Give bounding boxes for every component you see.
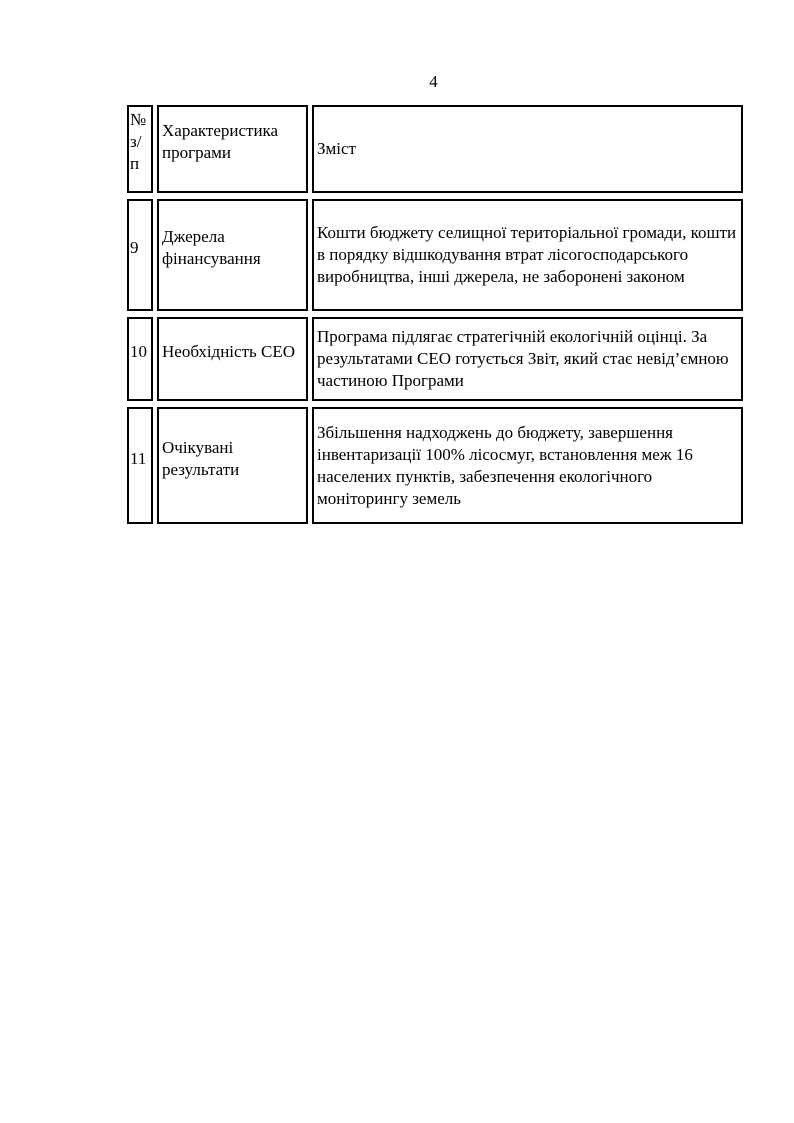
- header-row: [127, 105, 743, 193]
- header-cell-content: Зміст: [312, 105, 743, 193]
- content-cell: Кошти бюджету селищної територіальної громади, кошти в порядку відшкодування втрат лісогосподарського виробництва, інші джерела, не заборонені законом: [312, 199, 743, 311]
- content-cell: Програма підлягає стратегічній екологічній оцінці. За результатами СЕО готується Звіт, який стає невід’ємною частиною Програми: [312, 317, 743, 401]
- characteristic-cell: Джерела фінансування: [157, 199, 308, 311]
- characteristic-cell: Очікувані результати: [157, 407, 308, 524]
- row-number-cell: 11: [127, 407, 153, 524]
- header-cell-num: № з/п: [127, 105, 153, 193]
- row-number-cell: 10: [127, 317, 153, 401]
- content-cell: Збільшення надходжень до бюджету, завершення інвентаризації 100% лісосмуг, встановлення меж 16 населених пунктів, забезпечення екологічного моніторингу земель: [312, 407, 743, 524]
- row-number-cell: 9: [127, 199, 153, 311]
- header-cell-characteristic: Характеристика програми: [157, 105, 308, 193]
- table-row: [127, 407, 743, 524]
- characteristic-cell: Необхідність СЕО: [157, 317, 308, 401]
- table-row: [127, 317, 743, 401]
- program-characteristics-table: [123, 99, 747, 530]
- table-row: [127, 199, 743, 311]
- page-number: 4: [429, 72, 438, 91]
